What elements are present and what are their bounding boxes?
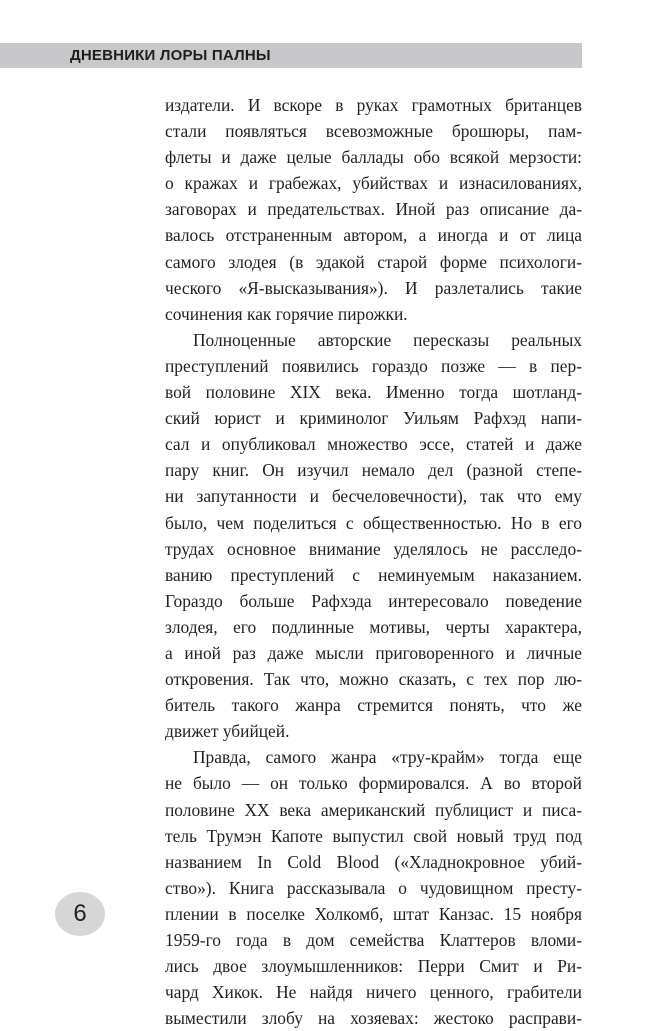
text-line: Полноценные авторские пересказы реальных [193,329,582,350]
text-line: самого злодея (в эдакой старой форме психологи- [165,251,582,272]
text-line: вой половине XIX века. Именно тогда шотланд- [165,382,582,403]
body-text [165,92,582,1031]
text-line: чард Хикок. Не найдя ничего ценного, грабители [165,982,582,1003]
text-line: сочинения как горячие пирожки. [165,303,408,324]
text-line: злодея, его подлинные мотивы, черты характера, [165,616,582,637]
text-line: о кражах и грабежах, убийствах и изнасилованиях, [165,173,582,194]
text-line: пару книг. Он изучил немало дел (разной степе- [165,460,582,481]
running-header [0,43,582,68]
text-line: плении в поселке Холкомб, штат Канзас. 15 ноября [165,903,582,924]
text-line: стали появляться всевозможные брошюры, пам- [165,121,582,142]
text-line: ни запутанности и бесчеловечности), так что ему [165,486,582,507]
text-line: ство»). Книга рассказывала о чудовищном престу- [165,877,582,898]
text-line: трудах основное внимание уделялось не расследо- [165,538,582,559]
text-line: сал и опубликовал множество эссе, статей и даже [165,434,582,455]
text-line: Правда, самого жанра «тру-крайм» тогда еще [193,747,582,768]
text-line: выместили злобу на хозяевах: жестоко раcправи- [165,1008,582,1029]
text-line: половине XX века американский публицист и писа- [165,799,582,820]
page-number: 6 [55,892,105,936]
running-header-title: ДНЕВНИКИ ЛОРЫ ПАЛНЫ [70,47,271,64]
text-line: битель такого жанра стремится понять, что же [165,695,582,716]
text-line: лись двое злоумышленников: Перри Смит и Ри- [165,956,582,977]
text-line: ский юрист и криминолог Уильям Рафхэд напи- [165,408,582,429]
text-line: издатели. И вскоре в руках грамотных британцев [165,95,582,115]
text-line: ческого «Я-высказывания»). И разлетались такие [165,277,582,298]
text-line: 1959-го года в дом семейства Клаттеров вломи- [165,930,582,950]
text-line: Гораздо больше Рафхэда интересовало поведение [165,590,582,611]
text-line: было, чем поделиться с общественностью. Но в его [165,512,582,533]
text-line: а иной раз даже мысли приговоренного и личные [165,642,582,663]
text-line: движет убийцей. [165,721,290,742]
text-line: флеты и даже целые баллады обо всякой мерзости: [165,147,582,168]
text-line: откровения. Так что, можно сказать, с тех пор лю- [165,669,582,690]
text-line: заговорах и предательствах. Иной раз описание да- [165,199,582,220]
text-line: названием In Cold Blood («Хладнокровное убий- [165,851,582,872]
text-line: тель Трумэн Капоте выпустил свой новый труд под [165,825,582,846]
text-line: ванию преступлений с неминуемым наказанием. [165,564,582,585]
text-line: валось отстраненным автором, а иногда и от лица [165,225,582,246]
text-line: преступлений появились гораздо позже — в пер- [165,355,582,376]
text-line: не было — он только формировался. А во второй [165,773,582,794]
